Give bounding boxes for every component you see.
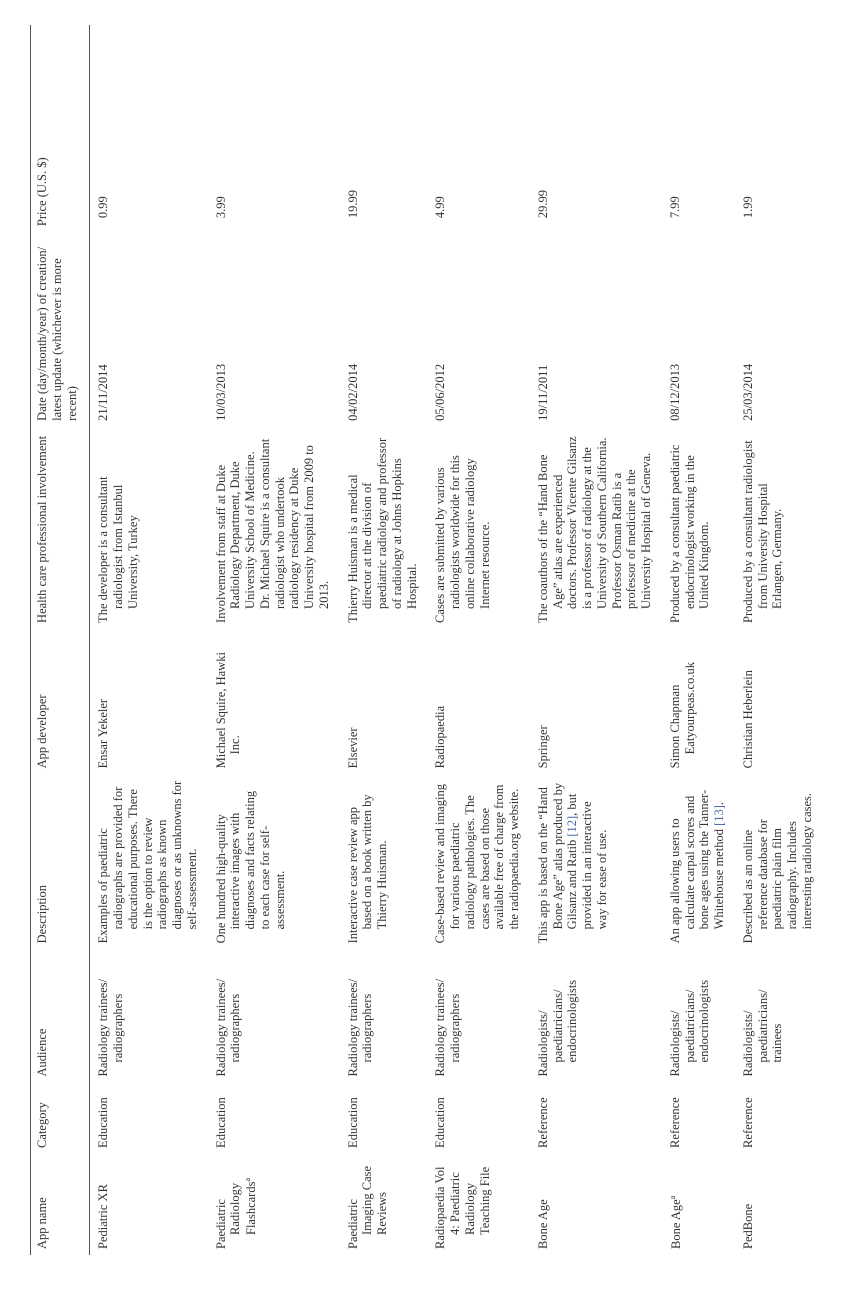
- cell-involvement: Thierry Huisman is a medical director at the division of paediatric radiology and professor of radiology at Johns Hopkins Hospital.: [345, 437, 419, 623]
- cell-description: Case-based review and imaging for various paediatric radiology pathologies. The cases are based on those available free of charge from the radiopaedia.org website.: [433, 784, 521, 944]
- header-developer: App developer: [31, 629, 90, 774]
- cell-description: Examples of paediatric radiographs are provided for educational purposes. There is the option to review radiographs as known diagnoses or as unknowns for self-assessment.: [96, 780, 199, 944]
- table-row: [90, 25, 208, 1255]
- cell-date: 25/03/2014: [740, 363, 755, 421]
- cell-audience: Radiology trainees/ radiographers: [345, 978, 375, 1077]
- cell-audience: Radiology trainees/ radiographers: [96, 978, 125, 1077]
- cell-developer: Ensar Yekeler: [96, 698, 111, 769]
- cell-app-name: Pediatric XR: [96, 1184, 111, 1249]
- footnote-marker: a: [243, 1177, 252, 1182]
- cell-involvement: Involvement from staff at Duke Radiology Department, Duke University School of Medicine. Dr. Michael Squire is a consultant radiologist who undertook radiology residency at Duke University hospital from 2009 to 2013.: [213, 438, 331, 623]
- cell-date: 21/11/2014: [96, 364, 111, 421]
- cell-date: 19/11/2011: [535, 364, 550, 421]
- header-audience: Audience: [31, 949, 90, 1082]
- table-row: [427, 25, 530, 1255]
- table-row: [208, 25, 340, 1255]
- cell-description: [662, 774, 735, 949]
- table-row: [662, 25, 735, 1255]
- cell-description: [530, 774, 662, 949]
- cell-category: Education: [213, 1097, 228, 1148]
- description-text: This app is based on the “Hand Bone Age” atlas produced by Gilsanz and Ratib: [535, 782, 580, 944]
- cell-developer: Simon Chapman Eatyourpeas.co.uk: [667, 662, 697, 769]
- cell-app-name: Bone Age: [535, 1199, 550, 1249]
- app-name-text: Paediatric Radiology Flashcards: [213, 1181, 259, 1249]
- description-text: .: [712, 801, 726, 806]
- header-date: Date (day/month/year) of creation/ latest update (whichever is more recent): [31, 232, 90, 427]
- description-text: An app allowing users to calculate carpal scores and bone ages using the Tanner-Whitehouse method: [667, 789, 726, 944]
- cell-date: 10/03/2013: [213, 363, 228, 421]
- header-category: Category: [31, 1082, 90, 1153]
- cell-developer: Springer: [535, 725, 550, 769]
- cell-involvement: Cases are submitted by various radiologists worldwide for this online collaborative radiology Internet resource.: [433, 455, 492, 623]
- cell-developer: Elsevier: [345, 727, 360, 769]
- cell-price: 3.99: [213, 196, 228, 219]
- cell-app-name: Radiopaedia Vol 4: Paediatric Radiology Teaching File: [433, 1166, 492, 1249]
- cell-app-name: [662, 1154, 735, 1255]
- cell-involvement: Produced by a consultant paediatric endocrinologist working in the United Kingdom.: [667, 444, 712, 623]
- reference-link[interactable]: [12]: [565, 815, 580, 837]
- cell-price: 1.99: [740, 196, 755, 219]
- apps-table: [30, 25, 823, 1255]
- cell-app-name: Paediatric Imaging Case Reviews: [345, 1165, 389, 1249]
- table-row: [735, 25, 823, 1255]
- cell-audience: Radiology trainees/ radiographers: [213, 978, 243, 1077]
- header-involvement: Health care professional involvement: [31, 427, 90, 629]
- cell-involvement: The coauthors of the “Hand Bone Age” atlas are experienced doctors. Professor Vicente Gilsanz is a professor of radiology at the University of Southern California. Professor Osman Ratib is a professor of medicine at the University Hospital of Geneva.: [535, 436, 653, 623]
- cell-date: 04/02/2014: [345, 363, 360, 421]
- app-name-text: Bone Age: [668, 1199, 683, 1249]
- cell-audience: Radiology trainees/ radiographers: [433, 978, 462, 1077]
- header-row: [31, 25, 90, 1255]
- cell-price: 0.99: [96, 196, 111, 219]
- cell-date: 05/06/2012: [433, 363, 448, 421]
- header-app-name: App name: [31, 1154, 90, 1255]
- cell-price: 4.99: [433, 196, 448, 219]
- header-price: Price (U.S. $): [31, 25, 90, 232]
- cell-involvement: Produced by a consultant radiologist from University Hospital Erlangen, Germany.: [740, 440, 785, 623]
- cell-category: Education: [433, 1097, 448, 1148]
- footnote-marker: a: [667, 1195, 677, 1200]
- cell-app-name: [208, 1154, 340, 1255]
- cell-price: 7.99: [667, 196, 682, 219]
- cell-description: One hundred high-quality interactive images with diagnoses and facts relating to each case for self-assessment.: [213, 790, 287, 944]
- cell-description: Interactive case review app based on a book written by Thierry Huisman.: [345, 794, 389, 944]
- table-row: [340, 25, 428, 1255]
- cell-category: Reference: [740, 1097, 755, 1148]
- cell-category: Reference: [535, 1097, 550, 1148]
- cell-audience: Radiologists/ paediatricians/ endocrinologists: [535, 979, 580, 1077]
- table-row: [530, 25, 662, 1255]
- cell-audience: Radiologists/ paediatricians/ endocrinologists: [667, 979, 712, 1077]
- cell-category: Reference: [667, 1097, 682, 1148]
- cell-price: 29.99: [535, 189, 550, 219]
- cell-price: 19.99: [345, 189, 360, 219]
- cell-involvement: The developer is a consultant radiologist from Istanbul University, Turkey: [96, 476, 140, 623]
- header-description: Description: [31, 774, 90, 949]
- cell-date: 08/12/2013: [667, 363, 682, 421]
- cell-developer: Michael Squire, Hawki Inc.: [213, 652, 243, 769]
- cell-developer: Radiopaedia: [433, 705, 448, 769]
- cell-audience: Radiologists/ paediatricians/ trainees: [740, 989, 785, 1077]
- cell-category: Education: [345, 1097, 360, 1148]
- cell-description: Described as an online reference database for paediatric plain film radiography. Includes interesting radiology cases.: [740, 792, 814, 944]
- cell-app-name: PedBone: [740, 1203, 755, 1249]
- cell-developer: Christian Heberlein: [740, 670, 755, 769]
- cell-category: Education: [96, 1097, 111, 1148]
- reference-link[interactable]: [13]: [712, 805, 726, 826]
- description-text: , but provided in an interactive way for ease of use.: [565, 793, 609, 930]
